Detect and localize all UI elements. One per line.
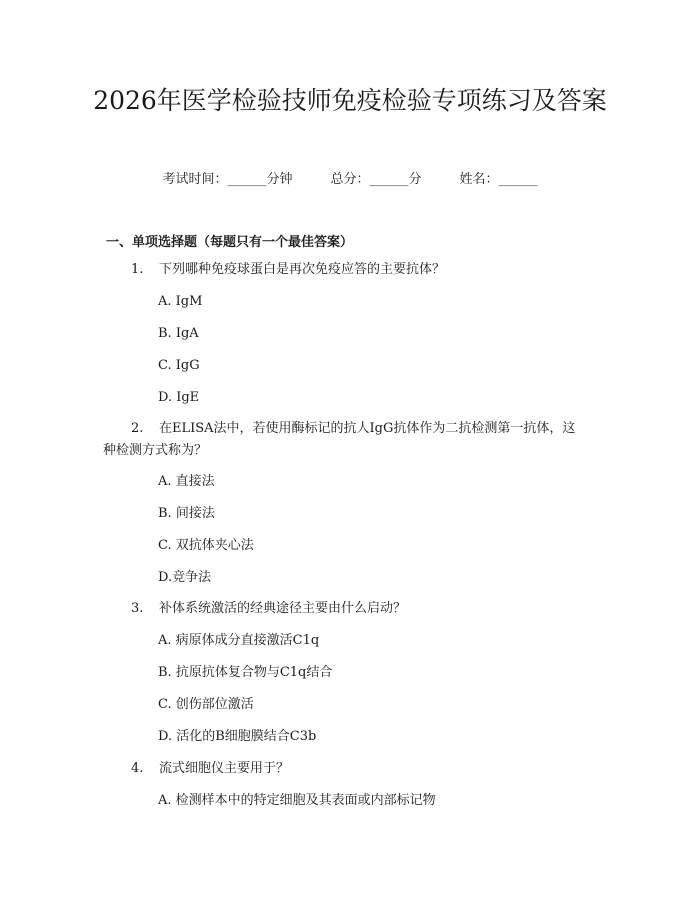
q1-option-d: D. IgE — [158, 390, 200, 405]
question-text: 下列哪种免疫球蛋白是再次免疫应答的主要抗体？ — [159, 262, 446, 277]
q3-option-b: B. 抗原抗体复合物与C1q结合 — [158, 665, 333, 680]
question-text-line1: 在ELISA法中，若使用酶标记的抗人IgG抗体作为二抗检测第一抗体，这 — [159, 421, 576, 436]
q2-option-c: C. 双抗体夹心法 — [158, 538, 254, 553]
question-2 — [103, 418, 601, 462]
total-score-blank: ______ — [369, 172, 409, 187]
name-label: 姓名： — [459, 172, 499, 187]
q4-option-a: A. 检测样本中的特定细胞及其表面或内部标记物 — [158, 793, 436, 808]
q1-option-a: A. IgM — [158, 294, 203, 309]
question-number: 3. — [131, 601, 144, 616]
total-score-label: 总分： — [330, 172, 370, 187]
total-score-unit: 分 — [408, 172, 422, 187]
question-4 — [131, 758, 601, 780]
question-1 — [131, 259, 601, 281]
q2-option-d: D.竞争法 — [158, 570, 212, 585]
document-title: 2026年医学检验技师免疫检验专项练习及答案 — [93, 86, 607, 115]
question-3 — [131, 598, 601, 620]
q3-option-d: D. 活化的B细胞膜结合C3b — [158, 729, 317, 744]
question-text-line2: 种检测方式称为？ — [103, 443, 208, 458]
q3-option-c: C. 创伤部位激活 — [158, 697, 254, 712]
q1-option-c: C. IgG — [158, 358, 200, 373]
question-text: 流式细胞仪主要用于？ — [159, 761, 290, 776]
exam-time-label: 考试时间： — [162, 172, 228, 187]
exam-time-unit: 分钟 — [266, 172, 293, 187]
question-number: 1. — [131, 262, 144, 277]
exam-time-blank: ______ — [227, 172, 267, 187]
name-blank: ______ — [498, 172, 538, 187]
q2-option-a: A. 直接法 — [158, 474, 215, 489]
exam-info — [0, 168, 700, 187]
q1-option-b: B. IgA — [158, 326, 199, 341]
question-number: 2. — [131, 421, 144, 436]
q2-option-b: B. 间接法 — [158, 506, 215, 521]
question-number: 4. — [131, 761, 144, 776]
question-text: 补体系统激活的经典途径主要由什么启动？ — [159, 601, 407, 616]
section-heading: 一、单项选择题（每题只有一个最佳答案） — [106, 235, 354, 250]
q3-option-a: A. 病原体成分直接激活C1q — [158, 633, 320, 648]
